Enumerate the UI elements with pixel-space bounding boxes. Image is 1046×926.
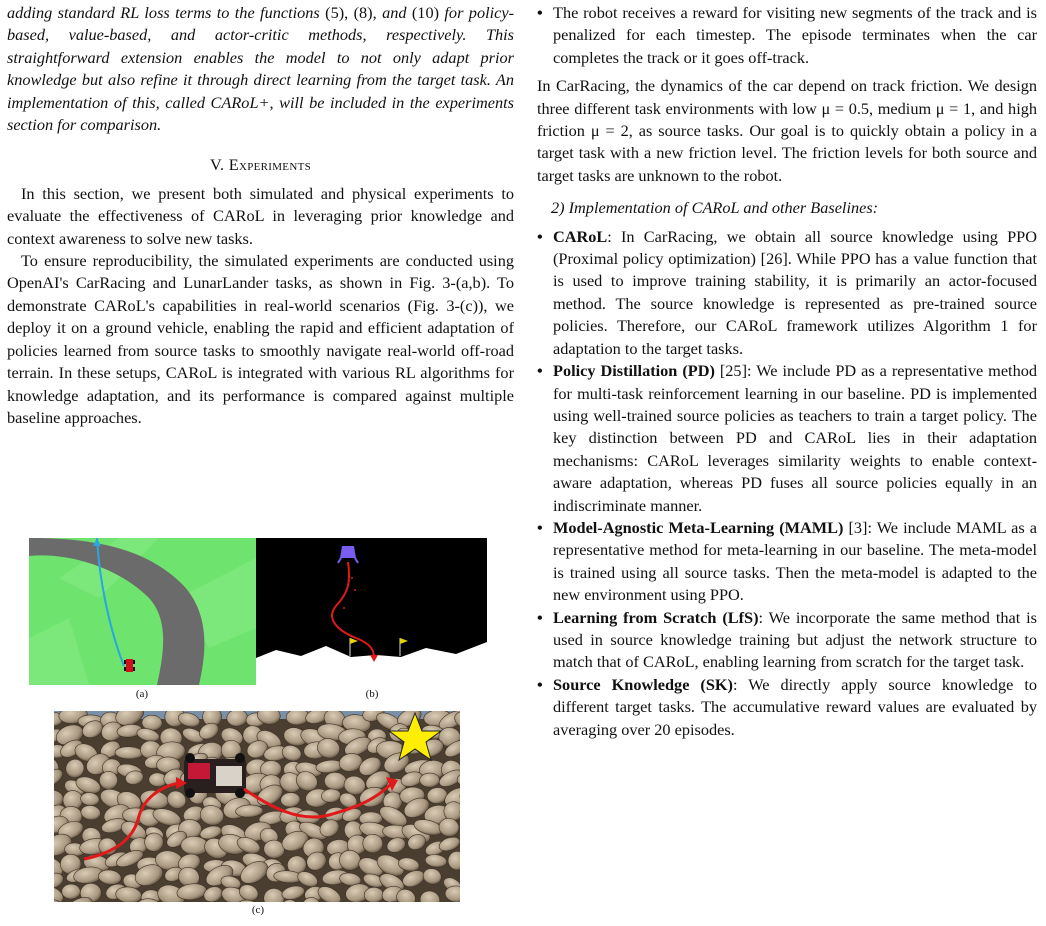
left-column (7, 0, 514, 429)
baseline-term: Model-Agnostic Meta-Learning (MAML) (553, 517, 844, 537)
list-item: • Model-Agnostic Meta-Learning (MAML) [3]: We include MAML as a representative method for meta-learning in our baseline. The meta-model is trained using all source tasks. Then the meta-model is adapted to the new environment using PPO. (537, 517, 1037, 605)
baseline-ref: [3] (843, 517, 868, 537)
figure-offroad (54, 711, 460, 902)
robot-vehicle-icon (184, 753, 246, 798)
section-heading (7, 154, 514, 176)
intro-paragraph (7, 2, 514, 136)
subsection-heading: 2) Implementation of CARoL and other Baselines: (551, 198, 879, 218)
lunarlander-image (256, 538, 487, 685)
baseline-description: : We directly apply source knowledge to different target tasks. The accumulative reward values are evaluated by averaging over 20 episodes. (553, 674, 1037, 739)
intro-ref-10: (10) (406, 3, 445, 22)
intro-equation-refs: (5), (8), (319, 3, 383, 22)
section-number: V. (209, 155, 225, 175)
experiments-setup-paragraph: To ensure reproducibility, the simulated experiments are conducted using OpenAI's CarRacing and LunarLander tasks, as shown in Fig. 3-(a,b). To demonstrate CARoL's capabilities in real-world scenarios (Fig. 3-(c)), we deploy it on a ground vehicle, enabling the rapid and efficient adaptation of policies learned from source tasks to smoothly navigate real-world off-road terrain. In these setups, CARoL is integrated with various RL algorithms for knowledge adaptation, and its performance is compared against multiple baseline approaches. (7, 251, 514, 427)
baseline-description: : We include PD as a representative method for multi-task reinforcement learning in our baseline. PD is implemented using well-trained source policies as teachers to train a target policy. The key distinction between PD and CARoL lies in their adaptation mechanisms: CARoL leverages similarity weights to enable context-aware adaptation, whereas PD fuses all source policies equally in an indiscriminate manner. (553, 361, 1037, 515)
baseline-description: : We incorporate the same method that is used in source knowledge training but adjust the network structure to match that of CARoL, enabling learning from scratch for the target task. (553, 607, 1037, 672)
intro-and: and (382, 3, 407, 22)
caption-a: (a) (135, 688, 149, 700)
list-item: • CARoL: In CarRacing, we obtain all source knowledge using PPO (Proximal policy optimization) [26]. While PPO has a value function that is used to improve training stability, it is primarily an actor-focused method. The source knowledge is represented as pre-trained source policies. Therefore, our CARoL framework utilizes Algorithm 1 for adaptation to the target tasks. (537, 226, 1037, 358)
right-column (537, 0, 1037, 741)
baseline-description: : We include MAML as a representative method for meta-learning in our baseline. The meta-model is trained using all source tasks. Then the meta-model is adapted to the new environment using PPO. (553, 517, 1037, 605)
caption-c: (c) (251, 904, 265, 916)
reward-bullet-list (537, 2, 1037, 69)
rock (420, 773, 440, 788)
baseline-term: CARoL (553, 226, 608, 246)
intro-italic-rest: for policy-based, value-based, and actor-critic methods, respectively. This straightforward extension enables the model to not only adapt prior knowledge but also refine it through direct learning from the target task. An implementation of this, called CARoL+, will be included in the experiments section for comparison. (7, 3, 515, 135)
baseline-term: Learning from Scratch (LfS) (553, 607, 759, 627)
offroad-image (54, 711, 460, 902)
figure-carracing (29, 538, 256, 685)
section-title: Experiments (228, 155, 312, 175)
list-item: • The robot receives a reward for visiting new segments of the track and is penalized for each timestep. The episode terminates when the car completes the track or it goes off-track. (537, 3, 1037, 67)
caption-b: (b) (365, 688, 379, 700)
rock (364, 887, 384, 902)
list-item: • Source Knowledge (SK): We directly apply source knowledge to different target tasks. The accumulative reward values are evaluated by averaging over 20 episodes. (537, 674, 1037, 739)
intro-italic-text: adding standard RL loss terms to the functions (7, 3, 320, 22)
carracing-image (29, 538, 256, 685)
baseline-ref: [25] (714, 361, 747, 381)
baseline-term: Policy Distillation (PD) (553, 361, 715, 381)
friction-paragraph: In CarRacing, the dynamics of the car depend on track friction. We design three different task environments with low μ = 0.5, medium μ = 1, and high friction μ = 2, as source tasks. Our goal is to quickly obtain a policy in a target task with a new friction level. The friction levels for both source and target tasks are unknown to the robot. (537, 76, 1037, 185)
experiments-intro-paragraph: In this section, we present both simulated and physical experiments to evaluate the effectiveness of CARoL in leveraging prior knowledge and context awareness to solve new tasks. (7, 183, 514, 248)
rock (62, 884, 81, 899)
baseline-term: Source Knowledge (SK) (553, 674, 733, 694)
baseline-description: : In CarRacing, we obtain all source knowledge using PPO (Proximal policy optimization) [26]. While PPO has a value function that is used to improve training stability, it is primarily an actor-focused method. The source knowledge is represented as pre-trained source policies. Therefore, our CARoL framework utilizes Algorithm 1 for adaptation to the target tasks. (553, 226, 1037, 358)
list-item: • Learning from Scratch (LfS): We incorporate the same method that is used in source knowledge training but adjust the network structure to match that of CARoL, enabling learning from scratch for the target task. (537, 607, 1037, 672)
reward-description: The robot receives a reward for visiting new segments of the track and is penalized for each timestep. The episode terminates when the car completes the track or it goes off-track. (553, 3, 1037, 67)
baselines-list (537, 226, 1037, 741)
list-item: • Policy Distillation (PD) [25]: We include PD as a representative method for multi-task reinforcement learning in our baseline. PD is implemented using well-trained source policies as teachers to train a target policy. The key distinction between PD and CARoL lies in their adaptation mechanisms: CARoL leverages similarity weights to enable context-aware adaptation, whereas PD fuses all source policies equally in an indiscriminate manner. (537, 361, 1037, 515)
figure-lunarlander (256, 538, 487, 685)
